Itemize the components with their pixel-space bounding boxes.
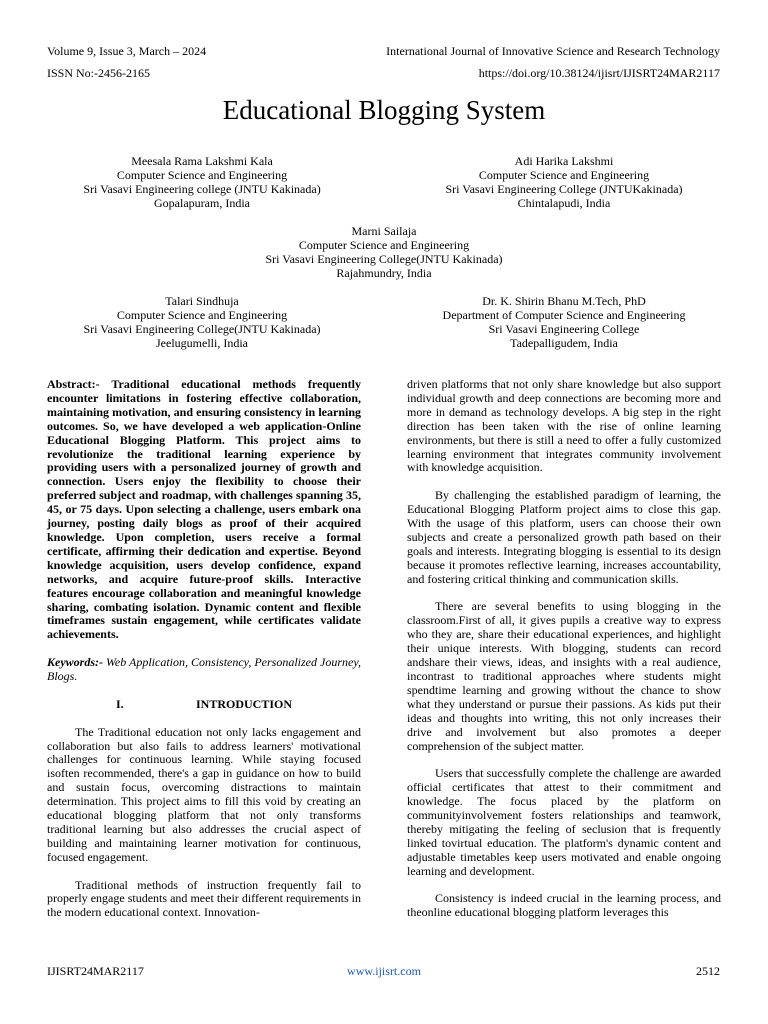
author-college: Sri Vasavi Engineering College(JNTU Kakinada) [265, 252, 503, 266]
author-college: Sri Vasavi Engineering College (JNTUKakinada) [445, 182, 683, 196]
abstract: Abstract:- Traditional educational methods frequently encounter limitations in fostering effective collaboration, maintaining motivation, and ensuring consistency in learning outcomes. So, we have developed a web application-Online Educational Blogging Platform. This project aims to revolutionize the traditional learning experience by providing users with a personalized journey of growth and connection. Users enjoy the flexibility to choose their preferred subject and roadmap, with challenges spanning 35, 45, or 75 days. Upon selecting a challenge, users embark ona journey, posting daily blogs as proof of their acquired knowledge. Upon completion, users receive a formal certificate, affirming their dedication and expertise. Beyond knowledge acquisition, users develop confidence, expand networks, and acquire future-proof skills. Interactive features encourage collaboration and meaningful knowledge sharing, combating isolation. Dynamic content and flexible timeframes sustain engagement, while certificates validate achievements. [47, 377, 361, 642]
issn: ISSN No:-2456-2165 [47, 66, 151, 80]
author-place: Jeelugumelli, India [156, 336, 248, 350]
paragraph: By challenging the established paradigm of learning, the Educational Blogging Platform project aims to close this gap. With the usage of this platform, users can choose their own subjects and create a personalized growth path based on their goals and interests. Integrating blogging is essential to its design because it promotes reflective learning, increases accountability, and fostering critical thinking and communication skills. [407, 488, 721, 586]
keywords-text: Web Application, Consistency, Personalized Journey, Blogs. [47, 655, 361, 684]
right-column [407, 378, 721, 934]
author-name: Adi Harika Lakshmi [514, 154, 614, 168]
author-name: Marni Sailaja [351, 224, 417, 238]
author-college: Sri Vasavi Engineering college (JNTU Kakinada) [83, 182, 321, 196]
left-column [47, 378, 361, 934]
author-place: Gopalapuram, India [154, 196, 250, 210]
paper-title: Educational Blogging System [222, 95, 546, 125]
author-place: Chintalapudi, India [517, 196, 611, 210]
footer-website-link[interactable]: www.ijisrt.com [347, 964, 421, 978]
author-block [32, 294, 372, 350]
author-name: Dr. K. Shirin Bhanu M.Tech, PhD [482, 294, 646, 308]
paragraph: There are several benefits to using blogging in the classroom.First of all, it gives pupils a creative way to express who they are, share their educational experiences, and highlight their unique interests. With blogging, students can record andshare their views, ideas, and insights with a real audience, incontrast to traditional approaches where students might spendtime learning and growing without the chance to show what they understand or pursue their passions. As kids put their ideas and thoughts into writing, this not only increases their drive and involvement but also promotes a deeper comprehension of the subject matter. [407, 599, 721, 753]
paragraph: Users that successfully complete the challenge are awarded official certificates that attest to their commitment and knowledge. The focus placed by the platform on communityinvolvement fosters relationships and teamwork, thereby mitigating the feeling of seclusion that is frequently linked tovirtual education. The platform's dynamic content and adjustable timetables keep users motivated and enable ongoing learning and development. [407, 766, 721, 878]
page-number: 2512 [696, 964, 720, 978]
section-title: INTRODUCTION [195, 696, 292, 711]
author-college: Sri Vasavi Engineering College(JNTU Kakinada) [83, 322, 321, 336]
section-number: I. [115, 696, 124, 711]
author-dept: Computer Science and Engineering [116, 308, 288, 322]
paragraph: Consistency is indeed crucial in the learning process, and theonline educational blogging platform leverages this [407, 891, 721, 920]
author-block [394, 294, 734, 350]
journal-name: International Journal of Innovative Science and Research Technology [386, 44, 720, 58]
author-dept: Computer Science and Engineering [116, 168, 288, 182]
paragraph: The Traditional education not only lacks engagement and collaboration but also fails to address learners' motivational challenges for continuous learning. While staying focused isoften recommended, there's a gap in guidance on how to build and sustain focus, overcoming distractions to maintain determination. This project aims to fill this void by creating an educational blogging platform that not only transforms traditional learning but also addresses the crucial aspect of building and maintaining learner motivation for continuous, focused engagement. [47, 724, 361, 864]
doi-link[interactable]: https://doi.org/10.38124/ijisrt/IJISRT24MAR2117 [478, 66, 720, 80]
keywords [47, 656, 361, 684]
author-place: Rajahmundry, India [336, 266, 432, 280]
volume-info: Volume 9, Issue 3, March – 2024 [47, 44, 207, 58]
author-dept: Computer Science and Engineering [478, 168, 650, 182]
author-college: Sri Vasavi Engineering College [488, 322, 640, 336]
paragraph: Traditional methods of instruction frequently fail to properly engage students and meet their different requirements in the modern educational context. Innovation- [47, 877, 361, 920]
author-dept: Department of Computer Science and Engineering [442, 308, 686, 322]
author-block [394, 154, 734, 210]
keywords-label: Keywords:- [47, 655, 103, 670]
author-block [32, 154, 372, 210]
author-dept: Computer Science and Engineering [298, 238, 470, 252]
author-name: Talari Sindhuja [165, 294, 239, 308]
author-place: Tadepalligudem, India [510, 336, 618, 350]
paragraph: driven platforms that not only share knowledge but also support individual growth and deep connections are becoming more and more in demand as technology develops. A big step in the right direction has been taken with the rise of online learning environments, but there is still a need to offer a fully customized learning environment that integrates community involvement with knowledge acquisition. [407, 377, 721, 475]
author-name: Meesala Rama Lakshmi Kala [131, 154, 273, 168]
author-block [214, 224, 554, 280]
footer-paper-id: IJISRT24MAR2117 [47, 964, 144, 978]
section-heading [47, 698, 361, 712]
